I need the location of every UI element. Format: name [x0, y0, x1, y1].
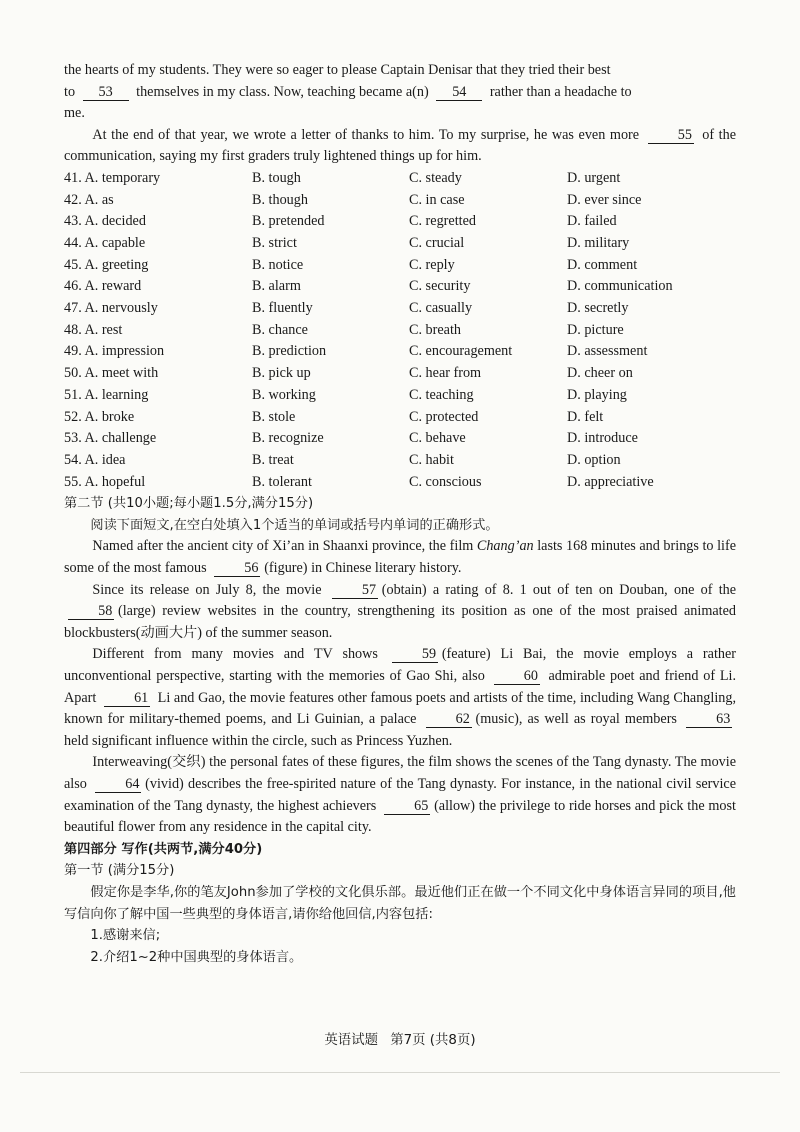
option-a: 45. A. greeting	[64, 256, 149, 273]
option-row-43	[64, 211, 736, 233]
option-c: C. conscious	[409, 473, 482, 490]
option-b: B. treat	[252, 451, 294, 468]
option-a: 44. A. capable	[64, 235, 146, 252]
option-d: D. ever since	[567, 191, 642, 208]
option-c: C. hear from	[409, 365, 482, 382]
option-row-52	[64, 407, 736, 429]
blank-63: 63	[686, 712, 732, 728]
option-row-46	[64, 276, 736, 298]
part4-subheading: 第一节 (满分15分)	[64, 863, 175, 879]
option-d: D. playing	[567, 386, 627, 403]
option-d: D. secretly	[567, 300, 629, 317]
option-c: C. casually	[409, 300, 473, 317]
option-a: 53. A. challenge	[64, 430, 157, 447]
blank-55: 55	[648, 128, 694, 144]
option-c: C. behave	[409, 430, 466, 447]
blank-64: 64	[95, 777, 141, 793]
option-b: B. notice	[252, 256, 304, 273]
passage-end-line1: the hearts of my students. They were so eager to please Captain Denisar that they tried their best	[64, 62, 611, 78]
option-row-47	[64, 298, 736, 320]
option-row-48	[64, 320, 736, 342]
page-content	[64, 60, 736, 968]
option-a: 48. A. rest	[64, 321, 123, 338]
option-b: B. though	[252, 191, 308, 208]
option-d: D. introduce	[567, 430, 638, 447]
blank-54: 54	[436, 85, 482, 101]
option-b: B. tolerant	[252, 473, 312, 490]
option-c: C. breath	[409, 321, 462, 338]
blank-59: 59	[392, 647, 438, 663]
option-row-53	[64, 428, 736, 450]
option-row-49	[64, 341, 736, 363]
option-a: 41. A. temporary	[64, 169, 161, 186]
blank-58: 58	[68, 604, 114, 620]
option-d: D. cheer on	[567, 365, 633, 382]
option-d: D. option	[567, 451, 621, 468]
option-c: C. steady	[409, 169, 462, 186]
option-d: D. picture	[567, 321, 624, 338]
option-b: B. chance	[252, 321, 308, 338]
passage-end-line3: me.	[64, 105, 85, 122]
blank-53: 53	[83, 85, 129, 101]
passage-end-line2: to 53 themselves in my class. Now, teaching became a(n) 54 rather than a headache to	[64, 83, 632, 100]
option-c: C. protected	[409, 408, 479, 425]
writing-item-2: 2.介绍1~2种中国典型的身体语言。	[90, 949, 303, 965]
option-d: D. failed	[567, 213, 617, 230]
option-b: B. tough	[252, 169, 301, 186]
blank-62: 62	[426, 712, 472, 728]
option-a: 47. A. nervously	[64, 300, 158, 317]
blank-65: 65	[384, 799, 430, 815]
option-d: D. assessment	[567, 343, 648, 360]
page-footer	[0, 1029, 800, 1048]
option-row-50	[64, 363, 736, 385]
option-b: B. pretended	[252, 213, 325, 230]
option-row-54	[64, 450, 736, 472]
option-c: C. habit	[409, 451, 454, 468]
option-a: 43. A. decided	[64, 213, 146, 230]
option-b: B. stole	[252, 408, 296, 425]
option-d: D. communication	[567, 278, 673, 295]
section2-paragraph-4: Interweaving(交织) the personal fates of these figures, the film shows the scenes of the Tang dynasty. The movie also 64 (vivid) describes the free-spirited nature of the Tang dynasty. For instance, in the national civil service examination of the Tang dynasty, the highest achievers 65 (allow) the privilege to ride horses and pick the most beautiful flower from any residence in the capital city.	[64, 754, 737, 836]
option-b: B. alarm	[252, 278, 301, 295]
option-row-42	[64, 190, 736, 212]
option-a: 55. A. hopeful	[64, 473, 146, 490]
option-c: C. reply	[409, 256, 455, 273]
scan-edge-line	[20, 1072, 780, 1073]
option-row-45	[64, 255, 736, 277]
film-title: Chang’an	[476, 538, 534, 555]
blank-60: 60	[494, 669, 540, 685]
option-a: 50. A. meet with	[64, 365, 159, 382]
option-row-55	[64, 472, 736, 494]
writing-prompt: 假定你是李华,你的笔友John参加了学校的文化俱乐部。最近他们正在做一个不同文化中身体语言异同的项目,他写信向你了解中国一些典型的身体语言,请你给他回信,内容包括:	[64, 884, 736, 922]
option-d: D. military	[567, 235, 630, 252]
passage-final-paragraph: At the end of that year, we wrote a letter of thanks to him. To my surprise, he was even more 55 of the communication, saying my first graders truly lightened things up for him.	[64, 126, 736, 165]
option-b: B. pick up	[252, 365, 311, 382]
option-b: B. prediction	[252, 343, 327, 360]
option-a: 49. A. impression	[64, 343, 165, 360]
option-a: 52. A. broke	[64, 408, 135, 425]
option-a: 51. A. learning	[64, 386, 149, 403]
option-a: 42. A. as	[64, 191, 114, 208]
option-c: C. encouragement	[409, 343, 513, 360]
footer-page-number: 第7页 (共8页)	[390, 1033, 476, 1048]
blank-57: 57	[332, 583, 378, 599]
option-b: B. fluently	[252, 300, 313, 317]
option-row-41	[64, 168, 736, 190]
section2-heading: 第二节 (共10小题;每小题1.5分,满分15分)	[64, 496, 314, 512]
option-row-51	[64, 385, 736, 407]
section2-instruction: 阅读下面短文,在空白处填入1个适当的单词或括号内单词的正确形式。	[90, 517, 499, 533]
option-c: C. regretted	[409, 213, 476, 230]
footer-subject: 英语试题	[324, 1033, 378, 1048]
options-table	[64, 168, 736, 493]
blank-61: 61	[104, 691, 150, 707]
option-d: D. comment	[567, 256, 638, 273]
option-d: D. urgent	[567, 169, 621, 186]
option-c: C. security	[409, 278, 471, 295]
option-row-44	[64, 233, 736, 255]
option-a: 54. A. idea	[64, 451, 126, 468]
option-b: B. strict	[252, 235, 297, 252]
option-d: D. felt	[567, 408, 604, 425]
part4-heading: 第四部分 写作(共两节,满分40分)	[64, 841, 263, 857]
option-a: 46. A. reward	[64, 278, 142, 295]
section2-paragraph-2: Since its release on July 8, the movie 57 (obtain) a rating of 8. 1 out of ten on Douban, one of the 58 (large) review websites in the country, strengthening its position as one of the most praised animated blockbusters(动画大片) of the summer season.	[64, 581, 737, 641]
option-d: D. appreciative	[567, 473, 654, 490]
section2-paragraph-3: Different from many movies and TV shows 59 (feature) Li Bai, the movie employs a rather unconventional perspective, starting with the memories of Gao Shi, also 60 admirable poet and friend of Li. Apart 61 Li and Gao, the movie features other famous poets and artists of the time, including Wang Changling, known for military-themed poems, and Li Guinian, a palace 62 (music), as well as royal members 63 held significant influence within the circle, such as Princess Yuzhen.	[64, 646, 737, 749]
section2-paragraph-1: Named after the ancient city of Xi’an in Shaanxi province, the film Chang’an lasts 168 minutes and brings to life some of the most famous 56 (figure) in Chinese literary history.	[64, 538, 736, 577]
option-c: C. teaching	[409, 386, 474, 403]
writing-item-1: 1.感谢来信;	[90, 928, 161, 944]
option-b: B. recognize	[252, 430, 324, 447]
option-c: C. crucial	[409, 235, 465, 252]
option-c: C. in case	[409, 191, 465, 208]
option-b: B. working	[252, 386, 316, 403]
blank-56: 56	[214, 561, 260, 577]
